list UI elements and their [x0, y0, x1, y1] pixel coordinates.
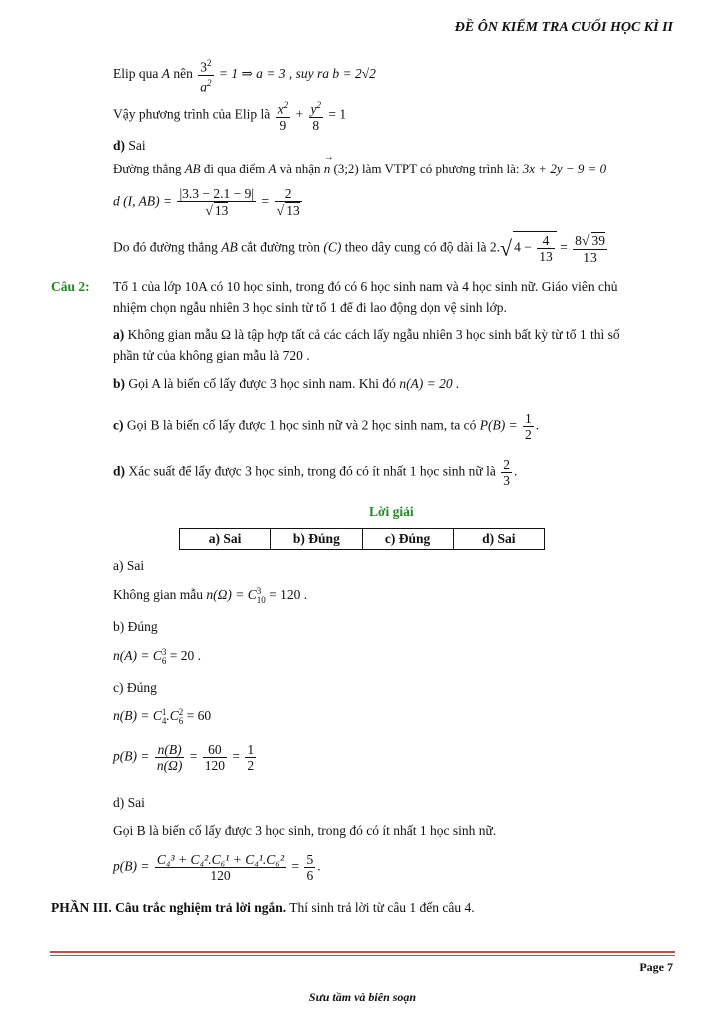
- answer-b: b) Đúng: [271, 529, 362, 550]
- elip-equation-line: Vậy phương trình của Elip là $\frac{x^2}{9}$ + $\frac{y^2}{8}$ = 1: [113, 100, 347, 133]
- fraction: $\frac{3^2}{a^2}$: [200, 58, 212, 94]
- answer-c: c) Đúng: [362, 529, 453, 550]
- solution-c-body: n(B) = C 1 4 .C 2 6 = 60: [113, 707, 212, 726]
- fraction-y: $\frac{y^2}{8}$: [310, 100, 322, 133]
- solution-a-title: a) Sai: [113, 558, 145, 573]
- equation-b: b = 2√2: [332, 66, 376, 82]
- part-3-heading: PHẦN III. Câu trắc nghiệm trả lời ngắn. Thí sinh trả lời từ câu 1 đến câu 4.: [51, 900, 475, 915]
- solution-c-title: c) Đúng: [113, 680, 157, 695]
- fraction-distance-2: $\frac{2}{√ 13}$: [276, 186, 300, 219]
- question-2-label: Câu 2:: [51, 279, 90, 294]
- solution-a-body: Không gian mẫu n(Ω) = C 3 10 = 120 .: [113, 586, 308, 605]
- question-2-intro-2: nhiệm chọn ngẫu nhiên 3 học sinh từ tổ 1 để đi lao động dọn vệ sinh lớp.: [113, 300, 507, 315]
- text: Vậy phương trình của Elip là: [113, 106, 271, 122]
- solution-d-title: d) Sai: [113, 795, 145, 810]
- solution-d-probability: p(B) = $\frac{\text{C₄³ + C₄².C₆¹ + C₄¹.C₆²}}{120}$ = $\frac{5}{6}$ .: [113, 852, 321, 883]
- part-d-result: d) Sai: [113, 138, 146, 153]
- fraction-x: $\frac{x^2}{9}$: [277, 100, 289, 133]
- text: Elip qua: [113, 66, 159, 82]
- footer-credit: Sưu tầm và biên soạn: [308, 990, 417, 1004]
- solution-d-text: Gọi B là biến cố lấy được 3 học sinh, trong đó có ít nhất 1 học sinh nữ.: [113, 823, 497, 838]
- footer-divider-top: [50, 951, 675, 953]
- distance-line: d (I, AB) = $\frac{|3.3 - 2.1 - 9|}{√ 13}$ = $\frac{2}{√ 13}$: [113, 186, 300, 219]
- option-c: c) Gọi B là biến cố lấy được 1 học sinh nữ và 2 học sinh nam, ta có P(B) = $\frac{1}{2}$ .: [113, 411, 540, 442]
- solution-title: Lời giải: [369, 504, 414, 519]
- solution-c-probability: p(B) = $\frac{n(B)}{n(\Omega)}$ = $\frac{60}{120}$ = $\frac{1}{2}$: [113, 742, 255, 773]
- elip-a-line: [113, 56, 376, 94]
- solution-b-body: n(A) = C 3 6 = 20 .: [113, 647, 201, 666]
- option-a-line-1: a) Không gian mẫu Ω là tập hợp tất cả các cách lấy ngẫu nhiên 3 học sinh bất kỳ từ tổ 1 thì số: [113, 327, 620, 342]
- fraction-chord-result: $\frac{8√ 39}{13}$: [575, 233, 605, 265]
- line-ab-text: Đường thẳng AB đi qua điểm A và nhận → n (3;2) làm VTPT có phương trình là: 3x + 2y − 9 = 0: [113, 152, 607, 176]
- answer-d: d) Sai: [453, 529, 544, 550]
- page-number: Page 7: [639, 960, 673, 974]
- option-d: d) Xác suất để lấy được 3 học sinh, trong đó có ít nhất 1 học sinh nữ là $\frac{2}{3}$ .: [113, 457, 518, 488]
- text: nên: [173, 66, 193, 82]
- question-2-intro-1: Tổ 1 của lớp 10A có 10 học sinh, trong đó có 6 học sinh nam và 4 học sinh nữ. Giáo viên chủ: [113, 279, 618, 294]
- solution-b-title: b) Đúng: [113, 619, 158, 634]
- answer-a: a) Sai: [180, 529, 271, 550]
- page-header-title: ĐỀ ÔN KIỂM TRA CUỐI HỌC KÌ II: [454, 20, 673, 35]
- footer-divider-bottom: [50, 955, 675, 956]
- chord-line: Do đó đường thẳng AB cắt đường tròn (C) theo dây cung có độ dài là 2.√ 4 − $\frac{4}{13}$ = $\frac{8√ 39}{13}$: [113, 233, 605, 265]
- equation: = 1 ⇒ a = 3 , suy ra: [218, 66, 330, 82]
- fraction-distance: $\frac{|3.3 - 2.1 - 9|}{√ 13}$: [179, 186, 255, 219]
- point-a: A: [161, 66, 170, 82]
- option-a-line-2: phần tử của không gian mẫu là 720 .: [113, 348, 310, 363]
- option-b: b) Gọi A là biến cố lấy được 3 học sinh nam. Khi đó n(A) = 20 .: [113, 376, 460, 391]
- answer-table: [179, 528, 545, 550]
